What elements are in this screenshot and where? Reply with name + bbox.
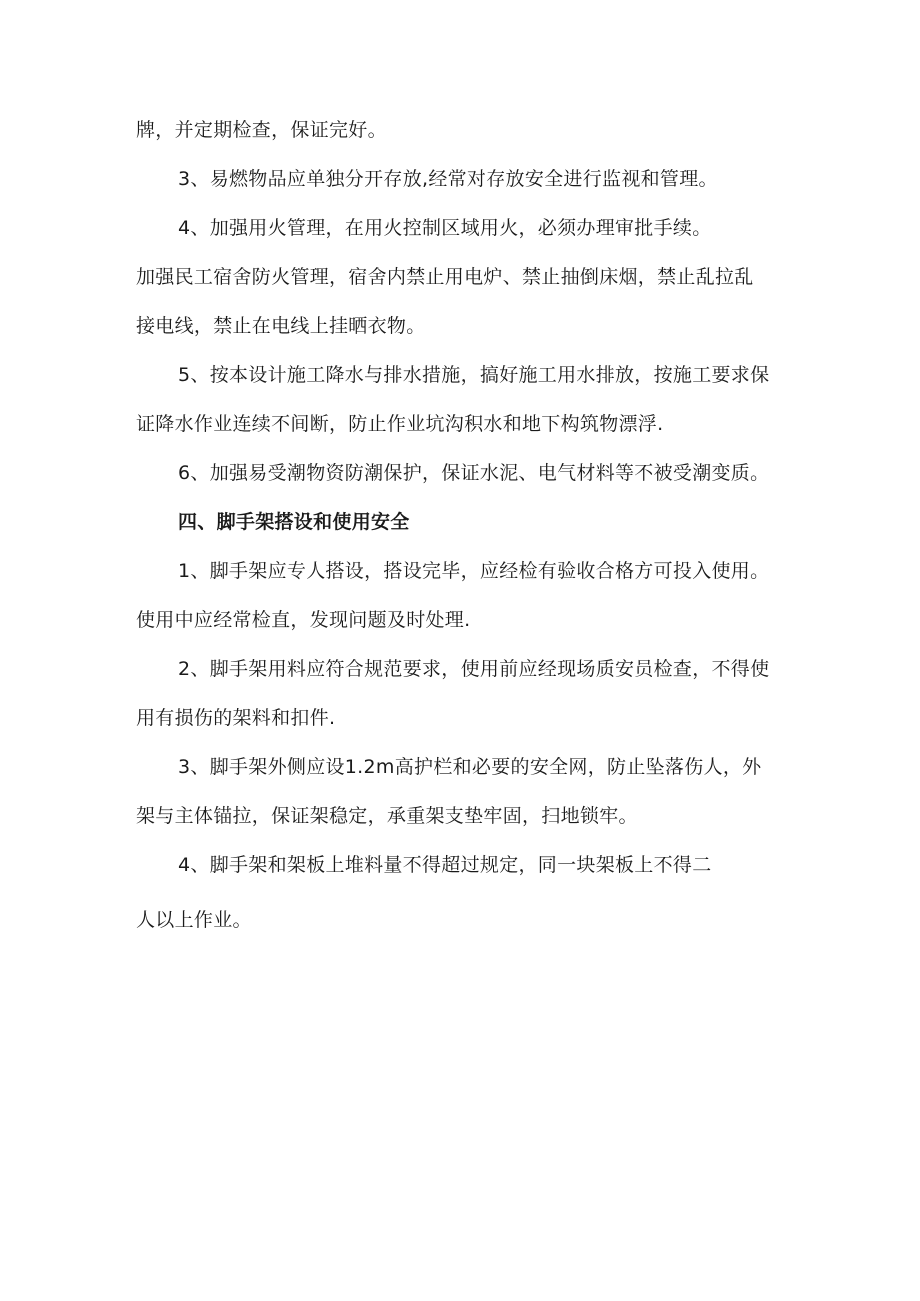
paragraph-line: 用有损伤的架料和扣件. xyxy=(136,707,336,729)
paragraph-line: 人以上作业。 xyxy=(136,909,252,931)
section-heading: 四、脚手架搭设和使用安全 xyxy=(178,511,410,533)
paragraph-line: 1、脚手架应专人搭设，搭设完毕，应经检有验收合格方可投入使用。 xyxy=(178,560,770,582)
paragraph-line: 架与主体锚拉，保证架稳定，承重架支垫牢固，扫地锁牢。 xyxy=(136,805,638,827)
paragraph-line: 6、加强易受潮物资防潮保护，保证水泥、电气材料等不被受潮变质。 xyxy=(178,462,770,484)
paragraph-line: 3、易燃物品应单独分开存放,经常对存放安全进行监视和管理。 xyxy=(178,168,718,190)
paragraph-line: 接电线，禁止在电线上挂晒衣物。 xyxy=(136,315,426,337)
paragraph-line: 证降水作业连续不间断，防止作业坑沟积水和地下构筑物漂浮. xyxy=(136,413,664,435)
paragraph-line: 3、脚手架外侧应设1.2m高护栏和必要的安全网，防止坠落伤人，外 xyxy=(178,756,762,778)
paragraph-line: 2、脚手架用料应符合规范要求，使用前应经现场质安员检查，不得使 xyxy=(178,658,770,680)
paragraph-line: 加强民工宿舍防火管理，宿舍内禁止用电炉、禁止抽倒床烟，禁止乱拉乱 xyxy=(136,266,754,288)
paragraph-line: 使用中应经常检直，发现问题及时处理. xyxy=(136,609,471,631)
paragraph-line: 4、脚手架和架板上堆料量不得超过规定，同一块架板上不得二 xyxy=(178,854,712,876)
paragraph-line: 4、加强用火管理，在用火控制区域用火，必须办理审批手续。 xyxy=(178,217,712,239)
paragraph-line: 牌，并定期检查，保证完好。 xyxy=(136,119,387,141)
paragraph-line: 5、按本设计施工降水与排水措施，搞好施工用水排放，按施工要求保 xyxy=(178,364,770,386)
